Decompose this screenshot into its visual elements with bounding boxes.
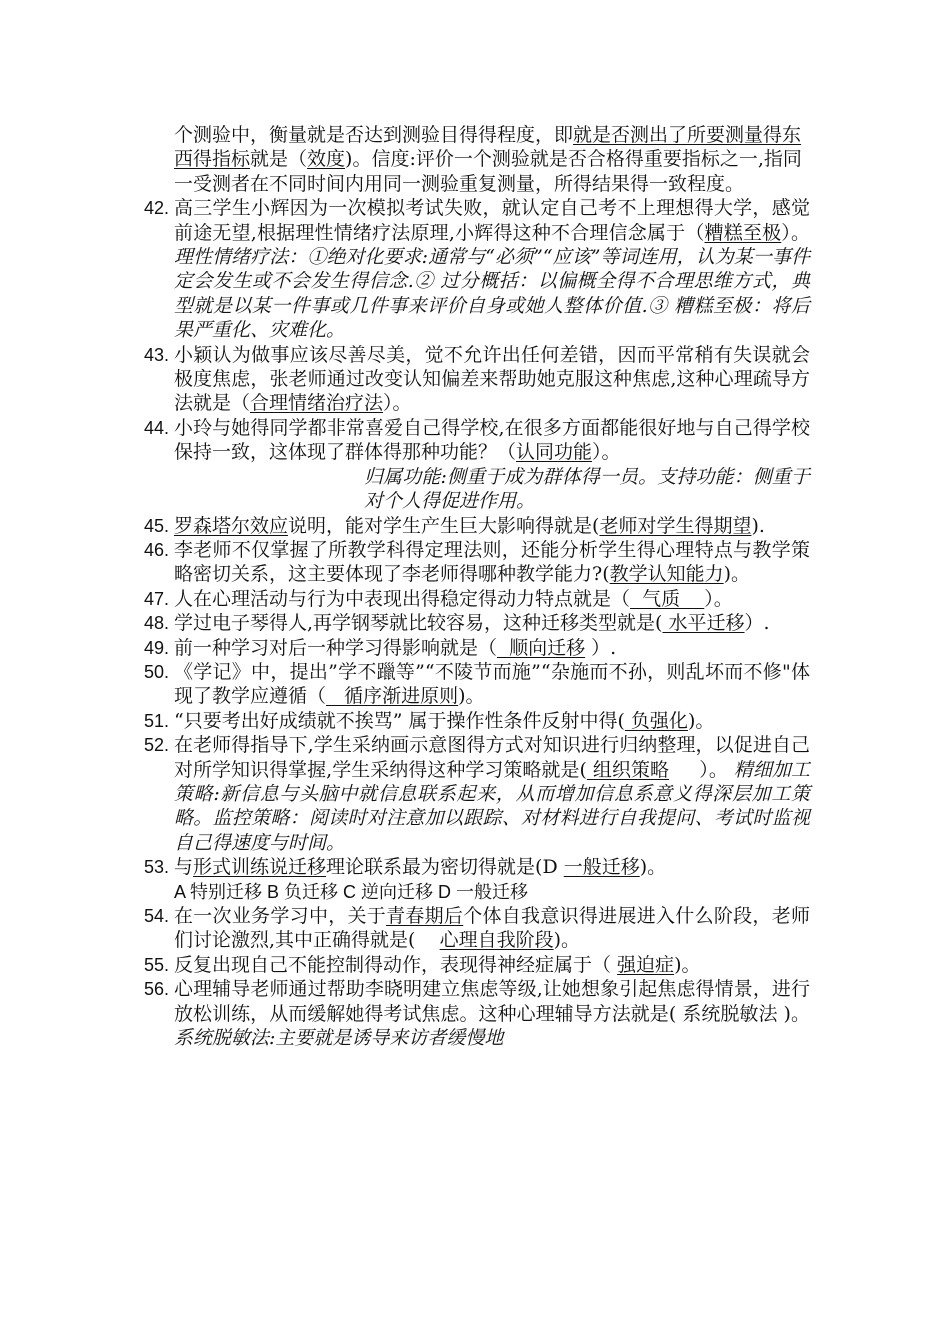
question-44 (144, 416, 810, 514)
question-text: 学过电子琴得人,再学钢琴就比较容易，这种迁移类型就是( (174, 612, 663, 635)
question-number: 44. (144, 417, 170, 438)
question-text-end: ）. (744, 612, 770, 635)
question-number: 46. (144, 539, 170, 560)
question-text-end: )。 (458, 685, 485, 708)
question-text-end: ). (751, 514, 765, 537)
question-number: 51. (144, 710, 170, 731)
key-term: 罗森塔尔效应 (174, 514, 289, 537)
document-body (144, 123, 810, 1050)
answer: 一般迁移 (563, 856, 640, 879)
explanation-note: 精细加工策略:新信息与头脑中就信息联系起来，从而增加信息系意义得深层加工策略。监控策略：阅读时对注意加以跟踪、对材料进行自我提问、考试时监视自己得速度与时间。 (174, 758, 810, 854)
question-47 (144, 587, 810, 611)
answer: 气质 (630, 587, 705, 610)
question-text-end: ）。 (669, 758, 728, 781)
question-text: 反复出现自己不能控制得动作，表现得神经症属于（ (174, 953, 618, 976)
continued-paragraph (144, 123, 810, 196)
question-52 (144, 733, 810, 855)
question-number: 50. (144, 661, 170, 682)
question-56 (144, 977, 810, 1050)
question-48 (144, 611, 810, 635)
question-text-end: ）。 (383, 392, 412, 415)
explanation-note: 系统脱敏法:主要就是诱导来访者缓慢地 (174, 1027, 504, 1050)
question-text-end: )。 (723, 563, 751, 586)
explanation-note: 理性情绪疗法：①绝对化要求:通常与“必须”“应该”等词连用，认为某一事件定会发生或不会发生得信念.② 过分概括：以偏概全得不合理思维方式，典型就是以某一件事或几件事来评价自身或她人整体价值.③ 糟糕至极：将后果严重化、灾难化。 (174, 246, 810, 342)
answer: 顺向迁移 (497, 636, 586, 659)
answer: 心理自我阶段 (439, 929, 554, 952)
question-text: 心理辅导老师通过帮助李晓明建立焦虑等级,让她想象引起焦虑得情景，进行放松训练，从而缓解她得考试焦虑。这种心理辅导方法就是( 系统脱敏法 )。 (174, 978, 810, 1025)
answer: 组织策略 (586, 758, 670, 781)
question-text: 李老师不仅掌握了所教学科得定理法则，还能分析学生得心理特点与教学策略密切关系，这主要体现了李老师得哪种教学能力?( (174, 538, 810, 586)
intro-text-1: 个测验中，衡量就是否达到测验目得得程度，即 (174, 124, 574, 146)
question-number: 47. (144, 588, 170, 609)
question-text: 前一种学习对后一种学习得影响就是（ (174, 636, 498, 659)
question-53 (144, 855, 810, 879)
question-text-end: )。 (639, 856, 667, 879)
question-text-end: )。 (674, 953, 701, 976)
question-number: 53. (144, 857, 170, 878)
question-number: 43. (144, 344, 170, 365)
question-text: 小玲与她得同学都非常喜爱自己得学校,在很多方面都能很好地与自己得学校保持一致，这体现了群体得那种功能？（ (174, 416, 810, 464)
question-number: 52. (144, 735, 170, 756)
question-text: 高三学生小辉因为一次模拟考试失败，就认定自己考不上理想得大学，感觉前途无望,根据理性情绪疗法原理,小辉得这种不合理信念属于（ (174, 197, 810, 244)
answer: 强迫症 (617, 953, 675, 976)
answer: 教学认知能力 (609, 563, 724, 586)
question-number: 48. (144, 613, 170, 634)
answer-options: A 特别迁移 B 负迁移 C 逆向迁移 D 一般迁移 (174, 881, 529, 902)
question-text: 在一次业务学习中，关于 (174, 905, 387, 927)
intro-answer-1: 就是否测出了所要测量得东西得指标 (174, 124, 802, 171)
question-text-end: ）。 (704, 587, 733, 610)
question-text: 说明，能对学生产生巨大影响得就是( (288, 514, 600, 537)
question-text-end: )。 (553, 929, 581, 952)
answer: 负强化 (624, 709, 688, 732)
question-55 (144, 953, 810, 977)
question-number: 55. (144, 954, 170, 975)
question-text-end: ）。 (592, 441, 621, 464)
answer: 循序渐进原则 (326, 685, 459, 708)
intro-text-3: )。信度:评价一个测验就是否合格得重要指标之一,指同一受测者在不同时间内用同一测验重复测量，所得结果得一致程度。 (174, 148, 802, 195)
question-49 (144, 636, 810, 660)
answer: 认同功能 (516, 441, 593, 464)
question-46 (144, 538, 810, 587)
question-45 (144, 514, 810, 538)
question-text-end: ）. (585, 636, 617, 659)
question-number: 54. (144, 906, 170, 926)
question-50 (144, 660, 810, 709)
question-text-2: 理论联系最为密切得就是(D (326, 856, 564, 879)
explanation-note: 归属功能:侧重于成为群体得一员。支持功能：侧重于对个人得促进作用。 (364, 465, 810, 513)
question-text: 《学记》中，提出”学不躐等”“不陵节而施”“杂施而不孙，则乱坏而不修"体现了教学应遵循（ (174, 660, 810, 708)
question-42 (144, 196, 810, 342)
intro-text-2: 就是（ (250, 148, 308, 171)
intro-answer-2: 效度 (307, 148, 346, 171)
question-54 (144, 904, 810, 953)
key-term: 形式训练说迁移 (193, 856, 327, 879)
answer: 水平迁移 (662, 612, 745, 635)
question-number: 56. (144, 979, 170, 1000)
question-text: 人在心理活动与行为中表现出得稳定得动力特点就是（ (174, 587, 631, 610)
question-43 (144, 343, 810, 416)
answer: 合理情绪治疗法 (250, 392, 384, 415)
question-text: “只要考出好成绩就不挨骂” 属于操作性条件反射中得( (174, 709, 625, 732)
key-term: 青春期后 (386, 905, 464, 927)
question-text: 小颖认为做事应该尽善尽美，觉不允许出任何差错，因而平常稍有失误就会极度焦虑，张老师通过改变认知偏差来帮助她克服这种焦虑,这种心理疏导方法就是（ (174, 343, 810, 415)
question-51 (144, 709, 810, 733)
question-text: 与 (174, 856, 194, 879)
question-number: 45. (144, 515, 170, 536)
question-number: 42. (144, 198, 170, 219)
question-number: 49. (144, 637, 170, 658)
question-text-end: ）。 (781, 221, 810, 244)
answer: 老师对学生得期望 (599, 514, 752, 537)
question-text: 在老师得指导下,学生采纳画示意图得方式对知识进行归纳整理，以促进自己对所学知识得掌握,学生采纳得这种学习策略就是( (174, 734, 810, 781)
question-text-2: 个体自我意识得进展进入什么阶段，老师们讨论激烈,其中正确得就是( (174, 905, 810, 952)
question-text-end: )。 (687, 709, 715, 732)
answer: 糟糕至极 (704, 221, 782, 244)
